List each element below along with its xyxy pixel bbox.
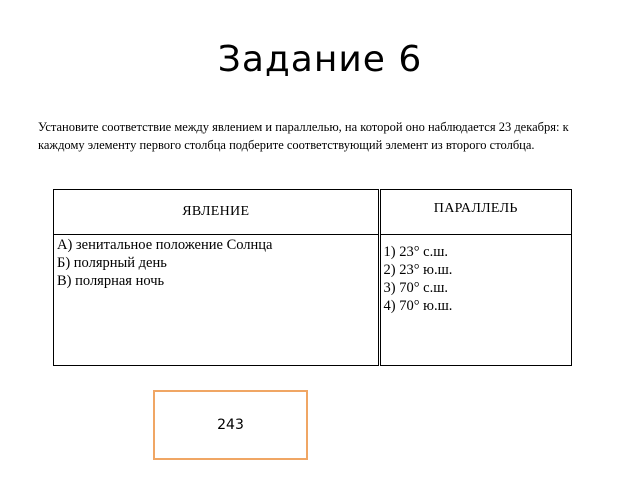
phenomena-cell: [54, 235, 380, 366]
parallels-cell: [379, 235, 571, 366]
parallel-item: 3) 70° с.ш.: [383, 280, 449, 296]
parallel-item: 1) 23° с.ш.: [383, 244, 449, 260]
phenomenon-item: А) зенитальное положение Солнца: [57, 237, 273, 253]
answer-value: 243: [217, 417, 244, 433]
phenomenon-item: Б) полярный день: [57, 255, 167, 271]
matching-table: [53, 189, 572, 366]
task-instructions: Установите соответствие между явлением и параллелью, на которой оно наблюдается 23 декабря: к каждому элементу первого столбца подберите соответствующий элемент из второго столбца.: [38, 120, 569, 152]
answer-box[interactable]: [153, 390, 308, 460]
parallel-item: 2) 23° ю.ш.: [383, 262, 453, 278]
header-parallel: [379, 190, 571, 235]
parallel-item: 4) 70° ю.ш.: [383, 298, 453, 314]
slide-title: Задание 6: [217, 39, 423, 80]
header-phenomenon-label: ЯВЛЕНИЕ: [182, 204, 250, 219]
header-parallel-label: ПАРАЛЛЕЛЬ: [433, 201, 518, 216]
table-header-row: [54, 190, 572, 235]
header-phenomenon: [54, 190, 380, 235]
phenomenon-item: В) полярная ночь: [57, 273, 165, 289]
table-body-row: [54, 235, 572, 366]
